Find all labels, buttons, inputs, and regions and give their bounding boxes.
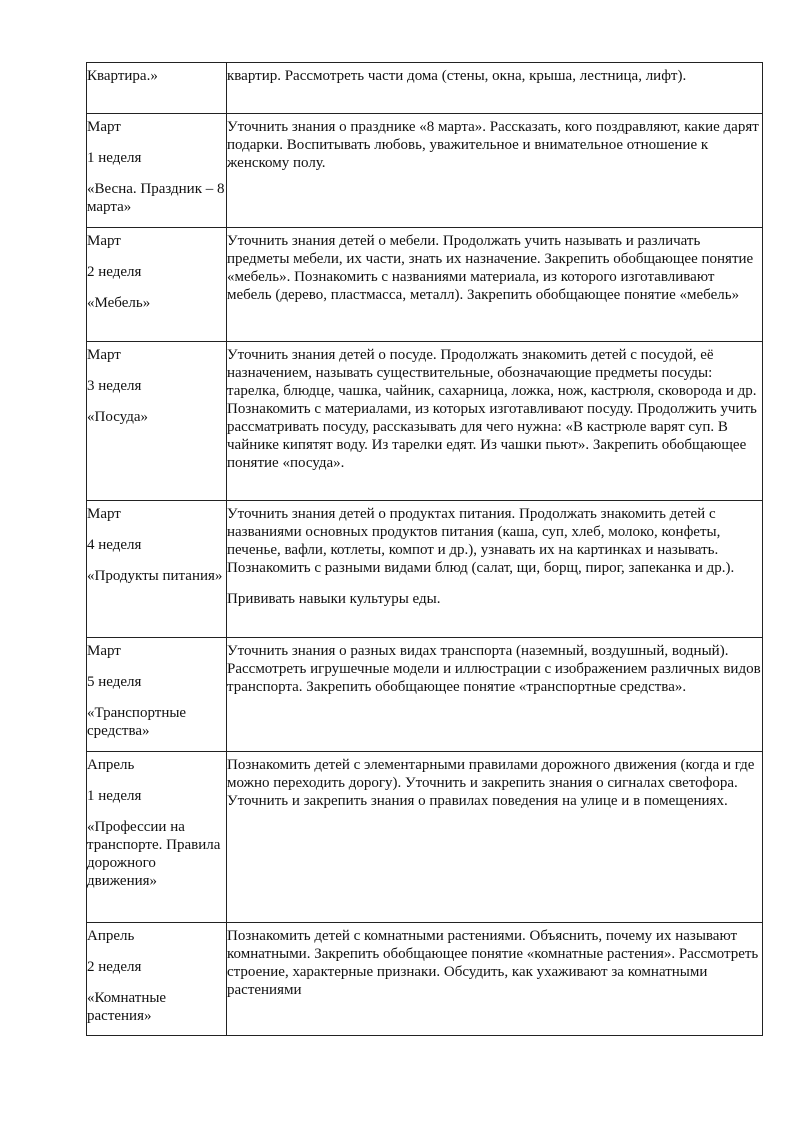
description-cell	[227, 923, 763, 1036]
topic-label: «Комнатные растения»	[87, 990, 167, 1024]
description-text: Познакомить детей с комнатными растениями. Объяснить, почему их называют комнатными. Закрепить обобщающее понятие «комнатные растения». Рассмотреть строение, характерные признаки. Обсудить, как ухаживают за комнатными растениями	[227, 928, 759, 998]
period-cell	[87, 501, 227, 638]
period-cell	[87, 342, 227, 501]
table-row	[87, 63, 763, 114]
month-label: Апрель	[87, 928, 135, 944]
week-label: 3 неделя	[87, 378, 142, 394]
description-cell	[227, 752, 763, 923]
week-label: 2 неделя	[87, 264, 142, 280]
table-row	[87, 501, 763, 638]
topic-label: «Посуда»	[87, 409, 149, 425]
week-label: 2 неделя	[87, 959, 142, 975]
period-cell	[87, 638, 227, 752]
week-label: 4 неделя	[87, 537, 142, 553]
period-cell	[87, 228, 227, 342]
period-cell	[87, 923, 227, 1036]
period-cell	[87, 752, 227, 923]
period-cell	[87, 63, 227, 114]
table-row	[87, 638, 763, 752]
week-label: 1 неделя	[87, 788, 142, 804]
month-label: Март	[87, 119, 121, 135]
topic-label: «Мебель»	[87, 295, 151, 311]
description-cell	[227, 114, 763, 228]
description-text: Уточнить знания детей о продуктах питания. Продолжать знакомить детей с названиями основных продуктов питания (каша, суп, хлеб, молоко, конфеты, печенье, вафли, котлеты, компот и др.), узнавать их на картинках и называть. Познакомить с разными видами блюд (салат, щи, борщ, пирог, запеканка и др.).	[227, 506, 735, 576]
description-text: квартир. Рассмотреть части дома (стены, окна, крыша, лестница, лифт).	[227, 68, 687, 84]
description-text: Уточнить знания о празднике «8 марта». Рассказать, кого поздравляют, какие дарят подарки. Воспитывать любовь, уважительное и внимательное отношение к женскому полу.	[227, 119, 759, 171]
topic-label: «Продукты питания»	[87, 568, 223, 584]
month-label: Март	[87, 233, 121, 249]
table-row	[87, 114, 763, 228]
month-label: Апрель	[87, 757, 135, 773]
topic-label: «Весна. Праздник – 8 марта»	[87, 181, 225, 215]
topic-label: «Транспортные средства»	[87, 705, 187, 739]
description-text: Уточнить знания детей о мебели. Продолжать учить называть и различать предметы мебели, их части, знать их назначение. Закрепить обобщающее понятие «мебель». Познакомить с названиями материала, из которого изготавливают мебель (дерево, пластмасса, металл). Закрепить обобщающее понятие «мебель»	[227, 233, 754, 303]
thematic-plan-table	[86, 62, 763, 1036]
month-label: Март	[87, 506, 121, 522]
topic-label: Квартира.»	[87, 68, 158, 84]
description-cell	[227, 342, 763, 501]
month-label: Март	[87, 643, 121, 659]
table-row	[87, 752, 763, 923]
month-label: Март	[87, 347, 121, 363]
table-row	[87, 228, 763, 342]
description-text: Познакомить детей с элементарными правилами дорожного движения (когда и где можно переходить дорогу). Уточнить и закрепить знания о сигналах светофора. Уточнить и закрепить знания о правилах поведения на улице и в помещениях.	[227, 757, 755, 809]
description-text: Уточнить знания детей о посуде. Продолжать знакомить детей с посудой, её назначением, называть существительные, обозначающие предметы посуды: тарелка, блюдце, чашка, чайник, сахарница, ложка, нож, кастрюля, сковорода и др. Познакомить с материалами, из которых изготавливают посуду. Продолжить учить рассматривать посуду, рассказывать для чего нужна: «В кастрюле варят суп. В чайнике кипятят воду. Из тарелки едят. Из чашки пьют». Закрепить обобщающее понятие «посуда».	[227, 347, 757, 471]
period-cell	[87, 114, 227, 228]
table-row	[87, 342, 763, 501]
week-label: 1 неделя	[87, 150, 142, 166]
table-row	[87, 923, 763, 1036]
description-cell	[227, 63, 763, 114]
description-cell	[227, 501, 763, 638]
description-cell	[227, 228, 763, 342]
description-extra-text: Прививать навыки культуры еды.	[227, 591, 441, 607]
week-label: 5 неделя	[87, 674, 142, 690]
description-cell	[227, 638, 763, 752]
description-text: Уточнить знания о разных видах транспорта (наземный, воздушный, водный). Рассмотреть игрушечные модели и иллюстрации с изображением различных видов транспорта. Закрепить обобщающее понятие «транспортные средства».	[227, 643, 761, 695]
topic-label: «Профессии на транспорте. Правила дорожного движения»	[87, 819, 221, 889]
